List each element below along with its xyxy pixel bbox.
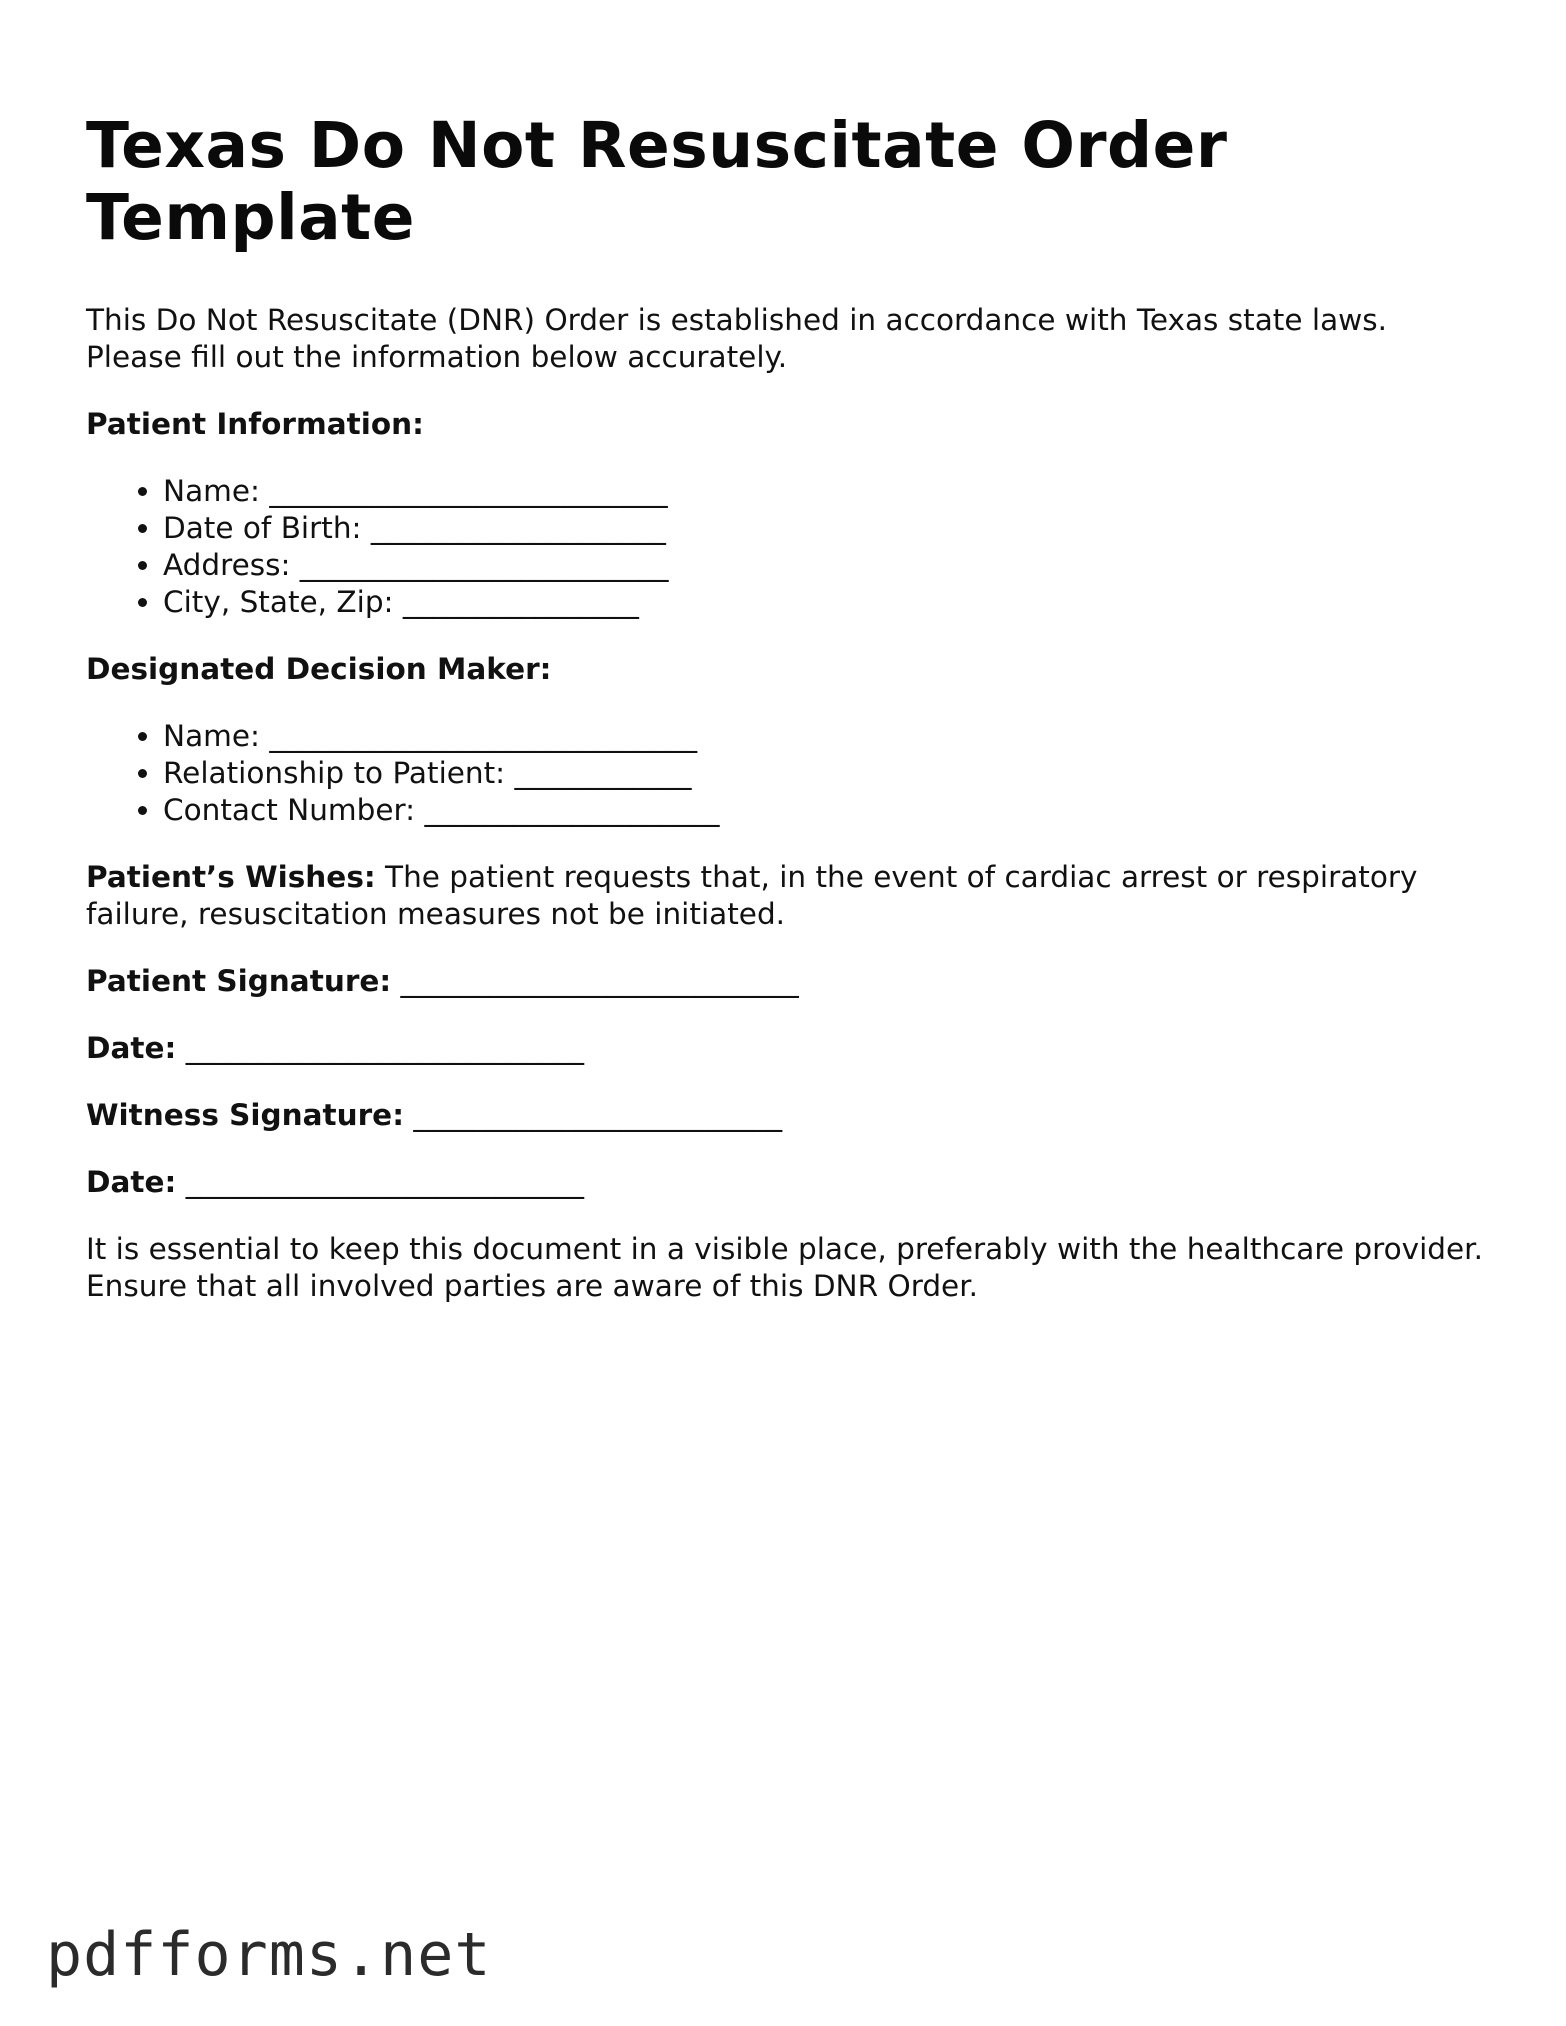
patient-date-line — [86, 1030, 1486, 1067]
document-page — [86, 110, 1486, 1305]
page-title-line-1: Texas Do Not Resuscitate Order — [86, 109, 1228, 182]
closing-paragraph: It is essential to keep this document in a visible place, preferably with the healthcare provider. Ensure that all involved parties are aware of this DNR Order. — [86, 1232, 1483, 1303]
patient-name-field: • Name: ___________________________ — [163, 473, 1486, 510]
patient-signature-line — [86, 963, 1486, 1000]
witness-date-blank: ___________________________ — [176, 1165, 584, 1199]
witness-date-label: Date: — [86, 1165, 177, 1199]
decision-maker-heading: Designated Decision Maker: — [86, 652, 552, 686]
patient-wishes-text: The patient requests that, in the event of cardiac arrest or respiratory failure, resuscitation measures not be initiated. — [86, 860, 1418, 931]
witness-signature-line — [86, 1097, 1486, 1134]
patient-signature-label: Patient Signature: — [86, 964, 392, 998]
intro-paragraph: This Do Not Resuscitate (DNR) Order is established in accordance with Texas state laws. Please fill out the information below accurately. — [86, 303, 1388, 374]
patient-wishes-paragraph — [86, 859, 1486, 933]
patient-info-list — [86, 473, 1486, 621]
patient-city-state-zip-field: • City, State, Zip: ________________ — [163, 584, 1486, 621]
watermark-logo: pdfforms.net — [46, 1920, 492, 1990]
patient-dob-field: • Date of Birth: ____________________ — [163, 510, 1486, 547]
decision-maker-contact-field: • Contact Number: ____________________ — [163, 792, 1486, 829]
patient-date-blank: ___________________________ — [176, 1031, 584, 1065]
decision-maker-name-field: • Name: _____________________________ — [163, 718, 1486, 755]
page-title-line-2: Template — [86, 181, 416, 254]
patient-wishes-label: Patient’s Wishes: — [86, 860, 376, 894]
witness-signature-blank: _________________________ — [404, 1098, 783, 1132]
page-title — [86, 110, 1486, 254]
patient-signature-blank: ___________________________ — [391, 964, 799, 998]
patient-date-label: Date: — [86, 1031, 177, 1065]
patient-info-heading: Patient Information: — [86, 407, 424, 441]
patient-address-field: • Address: _________________________ — [163, 547, 1486, 584]
decision-maker-relationship-field: • Relationship to Patient: ____________ — [163, 755, 1486, 792]
witness-signature-label: Witness Signature: — [86, 1098, 404, 1132]
decision-maker-list — [86, 718, 1486, 829]
witness-date-line — [86, 1164, 1486, 1201]
